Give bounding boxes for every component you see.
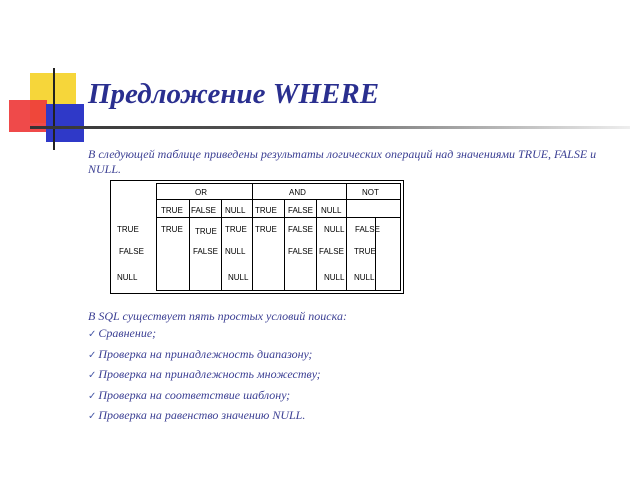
row-label-null: NULL xyxy=(117,273,138,282)
col-header-and-null: NULL xyxy=(321,206,342,215)
cell-not-null: NULL xyxy=(354,273,375,282)
cell-or-false-false: FALSE xyxy=(193,247,218,256)
checkmark-icon: ✓ xyxy=(88,390,97,402)
checkmark-icon: ✓ xyxy=(88,370,97,382)
conditions-list xyxy=(88,324,321,427)
col-header-and-false: FALSE xyxy=(288,206,313,215)
list-item-text: Сравнение; xyxy=(98,326,157,340)
cell-or-false-null: NULL xyxy=(225,247,246,256)
logic-table xyxy=(110,180,404,294)
col-header-or-null: NULL xyxy=(225,206,246,215)
op-and: AND xyxy=(289,188,306,197)
cell-or-true-null: TRUE xyxy=(225,225,247,234)
cell-and-true-false: FALSE xyxy=(288,225,313,234)
cell-and-false-false: FALSE xyxy=(288,247,313,256)
cell-not-true: FALSE xyxy=(355,225,380,234)
list-item xyxy=(88,345,321,366)
cell-and-null-null: NULL xyxy=(324,273,345,282)
list-item-text: Проверка на принадлежность диапазону; xyxy=(98,346,313,361)
cell-and-false-null: FALSE xyxy=(319,247,344,256)
list-item xyxy=(88,386,321,407)
cell-or-true-true: TRUE xyxy=(161,225,183,234)
cell-and-true-true: TRUE xyxy=(255,225,277,234)
list-item xyxy=(88,365,321,386)
list-item xyxy=(88,324,321,345)
cell-and-true-null: NULL xyxy=(324,225,345,234)
col-header-and-true: TRUE xyxy=(255,206,277,215)
cell-not-false: TRUE xyxy=(354,247,376,256)
cell-or-true-false: TRUE xyxy=(195,227,217,236)
checkmark-icon: ✓ xyxy=(88,349,97,361)
list-item-text: Проверка на равенство значению NULL. xyxy=(98,408,306,423)
decor-vertical-line xyxy=(53,68,55,150)
slide-title: Предложение WHERE xyxy=(88,78,380,110)
op-not: NOT xyxy=(362,188,379,197)
conditions-intro: В SQL существует пять простых условий поиска: xyxy=(88,309,347,323)
col-header-or-true: TRUE xyxy=(161,206,183,215)
list-item-text: Проверка на принадлежность множеству; xyxy=(98,367,321,382)
op-or: OR xyxy=(195,188,207,197)
checkmark-icon: ✓ xyxy=(88,411,97,423)
decor-blue-square xyxy=(46,104,84,142)
checkmark-icon: ✓ xyxy=(88,329,97,340)
cell-or-null-null: NULL xyxy=(228,273,249,282)
row-label-true: TRUE xyxy=(117,225,139,234)
list-item-text: Проверка на соответствие шаблону; xyxy=(98,387,291,402)
title-underline xyxy=(30,126,630,129)
col-header-or-false: FALSE xyxy=(191,206,216,215)
intro-text: В следующей таблице приведены результаты логических операций над значениями TRUE, FALSE и NULL. xyxy=(88,147,597,176)
list-item xyxy=(88,406,321,427)
row-label-false: FALSE xyxy=(119,247,144,256)
